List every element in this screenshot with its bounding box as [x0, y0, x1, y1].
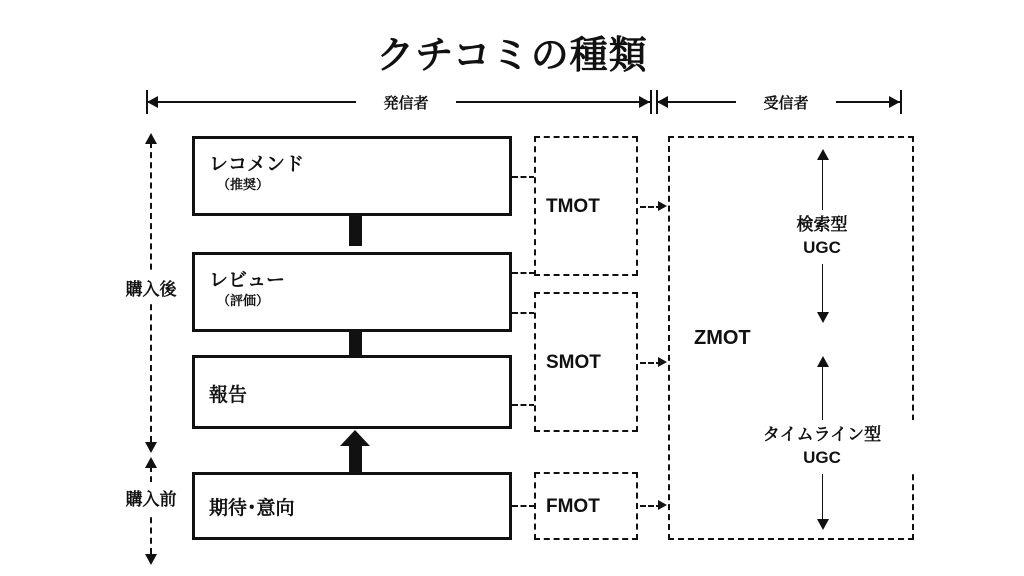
connector-review-tmot: [512, 272, 535, 274]
box-review-subtitle: （評価）: [217, 292, 270, 308]
search-ugc-line1: 検索型: [796, 215, 848, 234]
dashed-box-smot[interactable]: [534, 292, 638, 432]
dashed-box-smot-label: SMOT: [546, 352, 601, 373]
dashed-box-fmot-label: FMOT: [546, 496, 600, 517]
zmot-label: ZMOT: [694, 327, 751, 349]
search-ugc-line2: UGC: [803, 237, 841, 257]
page-title: クチコミの種類: [376, 35, 648, 77]
receiver-span-right-arrow: [889, 96, 900, 108]
arrow-fmot-to-zmot-head: [658, 500, 667, 510]
receiver-span-left-arrow: [657, 96, 668, 108]
box-expectation-title: 期待･意向: [209, 498, 295, 519]
box-report-title: 報告: [209, 385, 248, 406]
sender-span-right-tick: [650, 90, 652, 114]
stage-label-post-purchase: 購入後: [106, 272, 196, 303]
arrow-tmot-to-zmot-head: [658, 201, 667, 211]
stage-label-pre-purchase: 購入前: [106, 482, 196, 513]
pre-purchase-bottom-arrow: [145, 554, 157, 565]
post-purchase-bottom-arrow: [145, 442, 157, 453]
box-recommend-label: [209, 153, 304, 193]
box-review-label: [209, 269, 285, 309]
timeline-ugc-top-arrow: [817, 356, 829, 367]
box-report-label: [209, 384, 247, 408]
sender-span-left-arrow: [147, 96, 158, 108]
flow-arrow-report-to-review: [340, 430, 370, 476]
post-purchase-top-arrow: [145, 133, 157, 144]
search-ugc-top-arrow: [817, 149, 829, 160]
connector-review-smot: [512, 312, 535, 314]
receiver-span-right-tick: [900, 90, 902, 114]
box-review-title: レビュー: [209, 270, 286, 291]
search-ugc-label: [740, 210, 904, 264]
box-expectation-label: [209, 497, 295, 521]
search-ugc-bottom-arrow: [817, 312, 829, 323]
pre-purchase-top-arrow: [145, 457, 157, 468]
dashed-box-tmot[interactable]: [534, 136, 638, 276]
timeline-ugc-bottom-arrow: [817, 519, 829, 530]
box-expectation[interactable]: [192, 472, 512, 540]
timeline-ugc-line2: UGC: [803, 447, 841, 467]
box-recommend-subtitle: （推奨）: [217, 176, 270, 192]
dashed-box-tmot-label: TMOT: [546, 196, 600, 217]
timeline-ugc-label: [730, 420, 914, 474]
box-recommend[interactable]: [192, 136, 512, 216]
sender-span-right-arrow: [639, 96, 650, 108]
receiver-span-label: 受信者: [736, 92, 836, 113]
sender-span-label: 発信者: [356, 92, 456, 113]
box-recommend-title: レコメンド: [209, 154, 305, 175]
arrow-smot-to-zmot-head: [658, 357, 667, 367]
dashed-box-fmot[interactable]: [534, 472, 638, 540]
connector-recommend-tmot: [512, 176, 535, 178]
timeline-ugc-line1: タイムライン型: [762, 425, 882, 444]
connector-report-smot: [512, 404, 535, 406]
box-review[interactable]: [192, 252, 512, 332]
connector-expectation-fmot: [512, 505, 535, 507]
box-report[interactable]: [192, 355, 512, 429]
